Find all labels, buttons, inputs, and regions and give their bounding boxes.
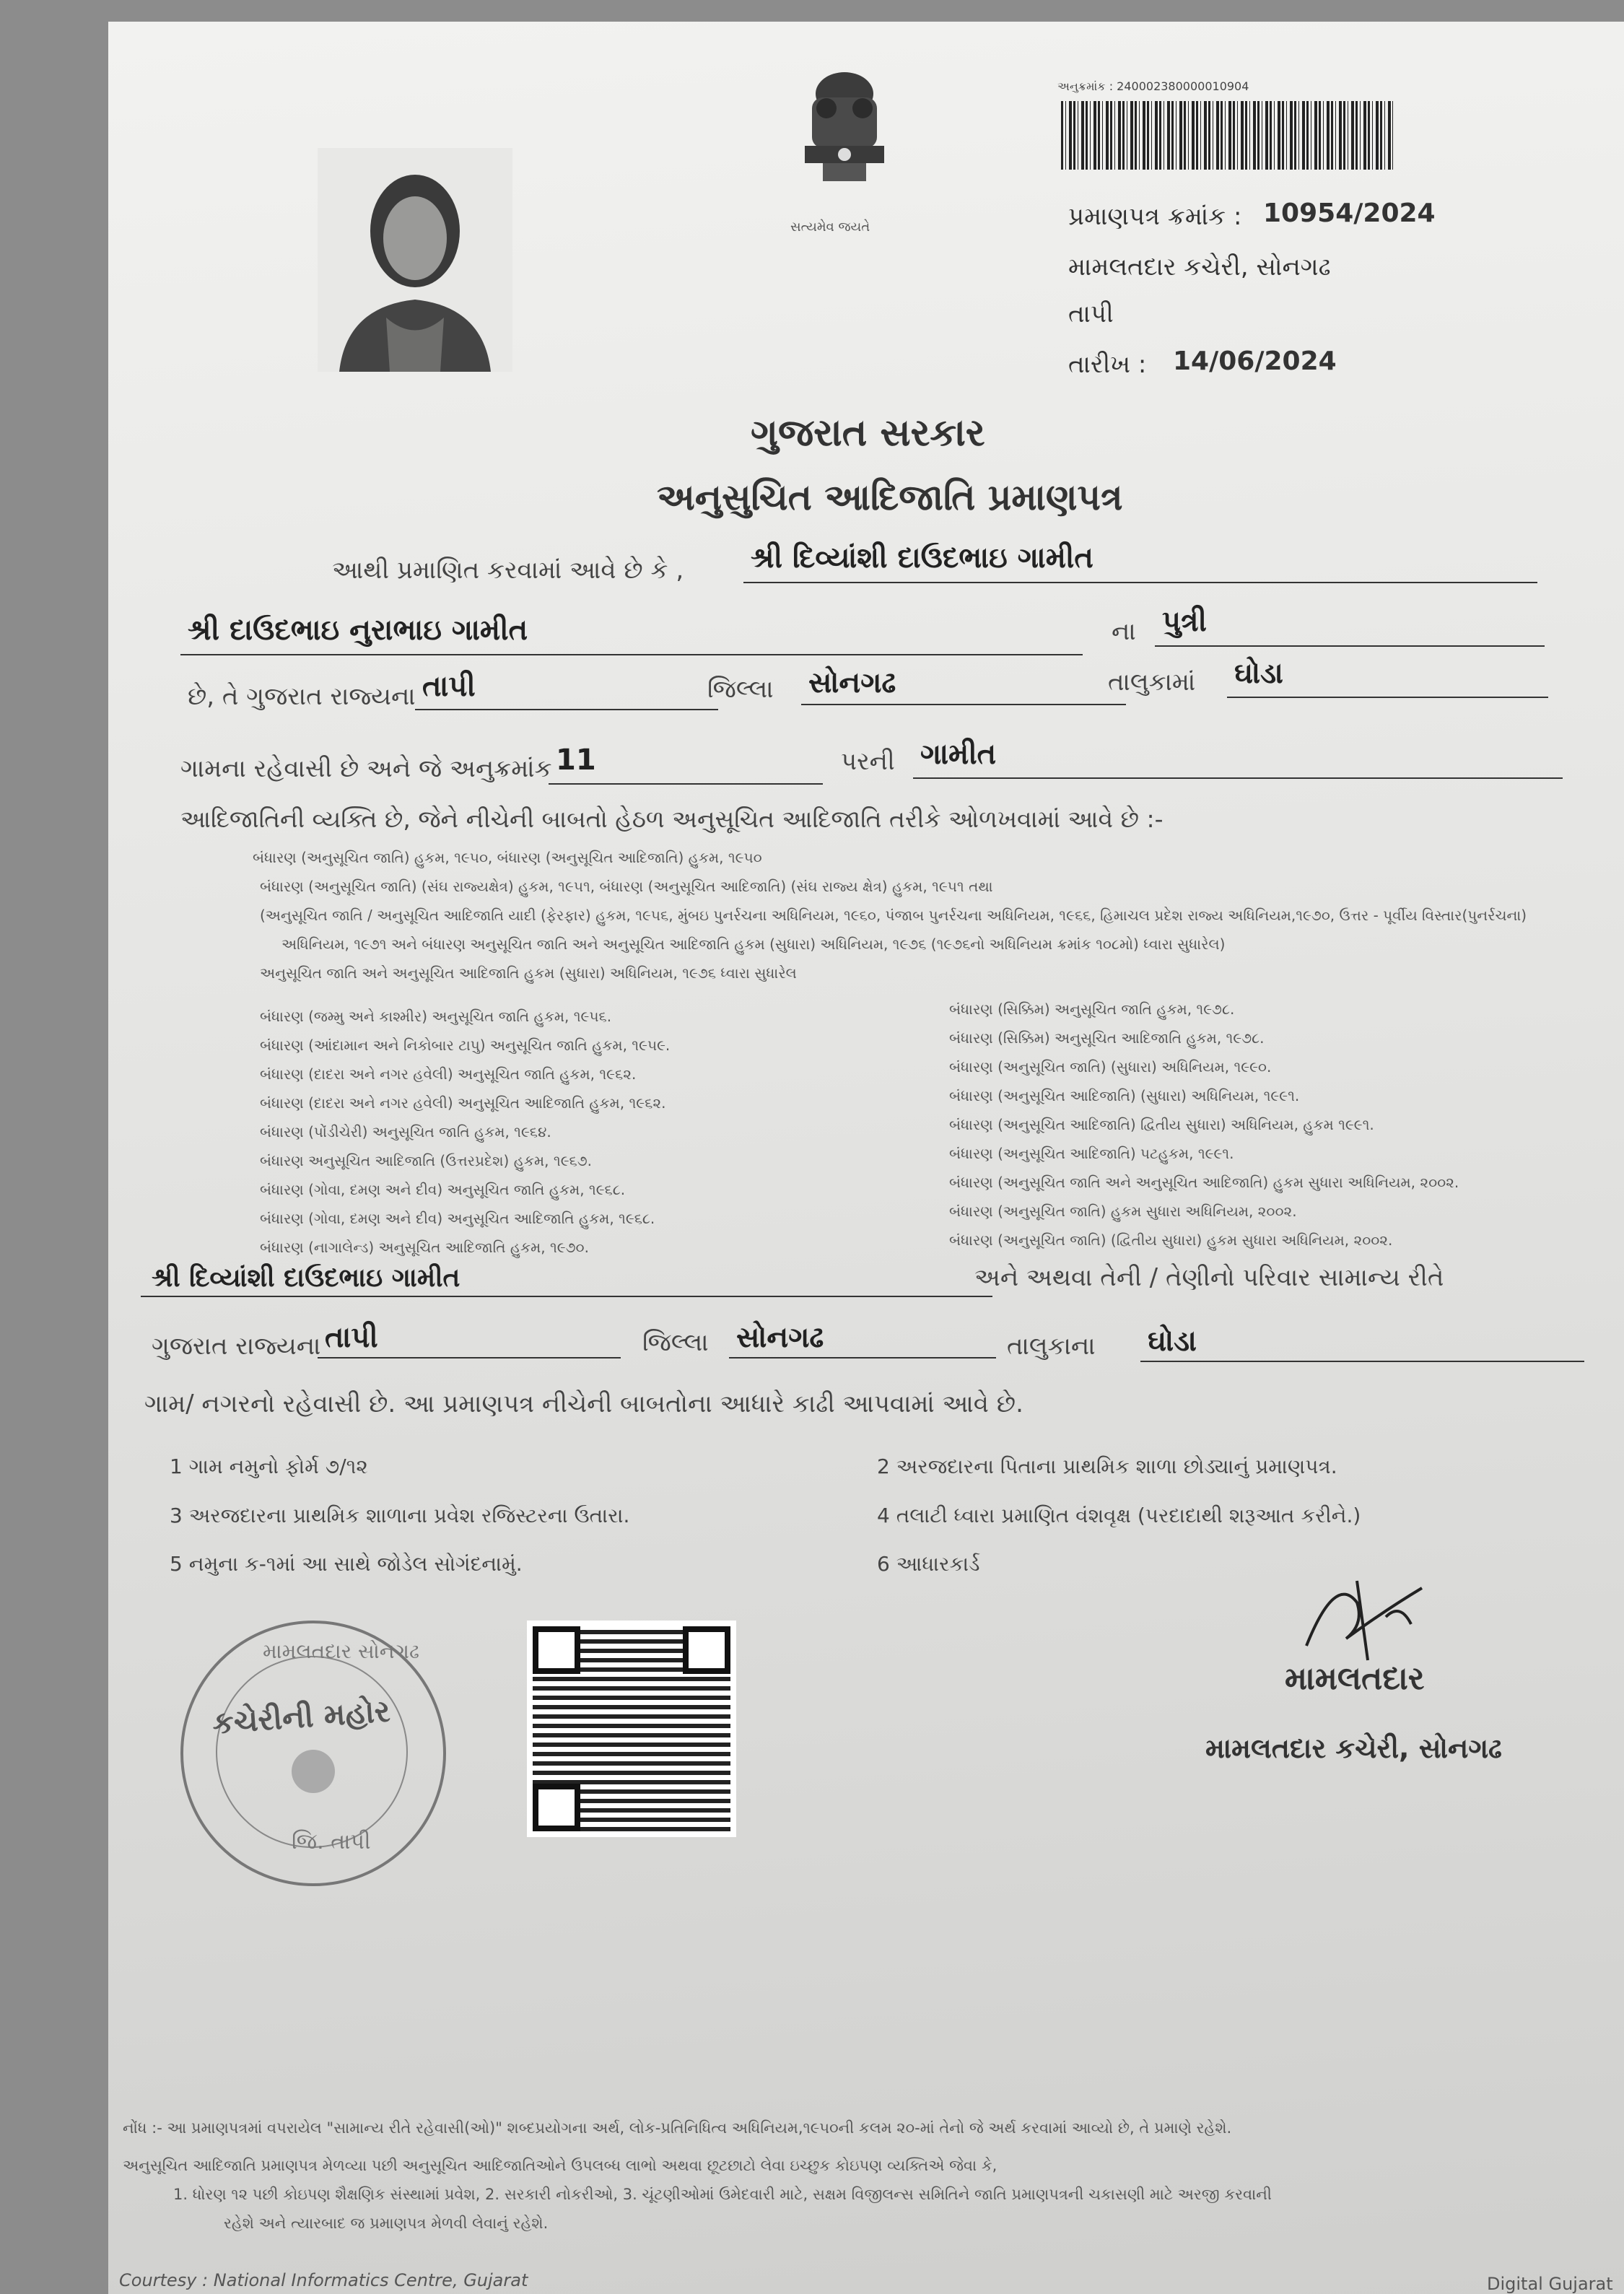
- father-name: શ્રી દાઉદભાઇ નુરાભાઇ ગામીત: [188, 614, 528, 647]
- qr-code: [527, 1621, 736, 1837]
- family-jilla-label: જિલ્લા: [642, 1328, 709, 1357]
- taluka-label: તાલુકામાં: [1108, 668, 1196, 697]
- applicant-photo: [318, 148, 512, 372]
- state-label: છે, તે ગુજરાત રાજ્યના: [188, 682, 416, 711]
- legal-left-1: બંધારણ (જમ્મુ અને કાશ્મીર) અનુસૂચિત જાતિ હુકમ, ૧૯૫૬.: [260, 1008, 612, 1025]
- signatory-office: મામલતદાર કચેરી, સોનગઢ: [1205, 1732, 1502, 1764]
- certificate-sheet: [108, 22, 1624, 2294]
- legal-intro-1: બંધારણ (અનુસૂચિત જાતિ) હુકમ, ૧૯૫૦, બંધારણ (અનુસૂચિત આદિજાતિ) હુકમ, ૧૯૫૦: [253, 849, 762, 866]
- underline: [180, 654, 1083, 655]
- seal-top-text: મામલતદાર સોનગઢ: [263, 1639, 419, 1663]
- village: ઘોડા: [1234, 657, 1283, 690]
- document-6: 6 આધારકાર્ડ: [877, 1552, 980, 1576]
- family-taluka-label: તાલુકાના: [1007, 1332, 1096, 1361]
- family-district: તાપી: [325, 1321, 378, 1354]
- district: તાપી: [422, 670, 476, 703]
- underline: [415, 709, 718, 710]
- tribe-name: ગામીત: [920, 738, 997, 771]
- legal-left-9: બંધારણ (નાગાલેન્ડ) અનુસૂચિત આદિજાતિ હુકમ, ૧૯૭૦.: [260, 1239, 589, 1256]
- cert-number-label: પ્રમાણપત્ર ક્રમાંક :: [1068, 202, 1242, 231]
- national-emblem-icon: [783, 65, 906, 209]
- family-state-label: ગુજરાત રાજ્યના: [152, 1332, 321, 1361]
- serial-number: 240002380000010904: [1117, 79, 1249, 93]
- underline: [743, 582, 1537, 583]
- legal-right-4: બંધારણ (અનુસૂચિત આદિજાતિ) (સુધારા) અધિનિયમ, ૧૯૯૧.: [949, 1087, 1300, 1104]
- certify-label: આથી પ્રમાણિત કરવામાં આવે છે કે ,: [332, 556, 684, 585]
- footer-note-3: 1. ધોરણ ૧૨ પછી કોઇપણ શૈક્ષણિક સંસ્થામાં પ્રવેશ, 2. સરકારી નોકરીઓ, 3. ચૂંટણીઓમાં ઉમેદવારી માટે, સક્ષમ વિજીલન્સ સમિતિને જાતિ પ્રમાણપત્રની ચકાસણી માટે અરજી કરવાની: [173, 2186, 1272, 2203]
- basis-text: ગામ/ નગરનો રહેવાસી છે. આ પ્રમાણપત્ર નીચેની બાબતોના આધારે કાઢી આપવામાં આવે છે.: [144, 1390, 1023, 1418]
- legal-right-6: બંધારણ (અનુસૂચિત આદિજાતિ) પટહુકમ, ૧૯૯૧.: [949, 1145, 1234, 1162]
- legal-intro-3: (અનુસૂચિત જાતિ / અનુસૂચિત આદિજાતિ યાદી (ફેરફાર) હુકમ, ૧૯૫૬, મુંબઇ પુનર્રચના અધિનિયમ, ૧૯૬૦, પંજાબ પુનર્રચના અધિનિયમ, ૧૯૬૬, હિમાચલ પ્રદેશ રાજ્ય અધિનિયમ,૧૯૭૦, ઉત્તર - પૂર્વીય વિસ્તાર(પુનર્રચના): [260, 907, 1527, 924]
- legal-right-7: બંધારણ (અનુસૂચિત જાતિ અને અનુસૂચિત આદિજાતિ) હુકમ સુધારા અધિનિયમ, ૨૦૦૨.: [949, 1174, 1459, 1191]
- legal-right-8: બંધારણ (અનુસૂચિત જાતિ) હુકમ સુધારા અધિનિયમ, ૨૦૦૨.: [949, 1203, 1297, 1220]
- family-taluka-name: સોનગઢ: [736, 1321, 824, 1354]
- legal-left-5: બંધારણ (પોંડીચેરી) અનુસૂચિત જાતિ હુકમ, ૧૯૬૪.: [260, 1123, 551, 1141]
- barcode: [1061, 101, 1393, 170]
- underline: [729, 1357, 996, 1358]
- legal-intro-4: અધિનિયમ, ૧૯૭૧ અને બંધારણ અનુસૂચિત જાતિ અને અનુસૂચિત આદિજાતિ હુકમ (સુધારા) અધિનિયમ, ૧૯૭૬ (૧૯૭૬નો અધિનિયમ ક્રમાંક ૧૦૮મો) ધ્વારા સુધારેલ): [281, 936, 1226, 953]
- courtesy-text: Courtesy : National Informatics Centre, Gujarat: [119, 2270, 528, 2290]
- seal-bottom-text: જિ. તાપી: [292, 1829, 371, 1854]
- legal-intro-2: બંધારણ (અનુસૂચિત જાતિ) (સંઘ રાજ્યક્ષેત્ર) હુકમ, ૧૯૫૧, બંધારણ (અનુસૂચિત આદિજાતિ) (સંઘ રાજ્ય ક્ષેત્ર) હુકમ, ૧૯૫૧ તથા: [260, 878, 993, 895]
- signatory-title: મામલતદાર: [1285, 1660, 1425, 1697]
- underline: [549, 783, 823, 785]
- document-4: 4 તલાટી ધ્વારા પ્રમાણિત વંશવૃક્ષ (પરદાદાથી શરૂઆત કરીને.): [877, 1504, 1361, 1527]
- underline: [318, 1357, 621, 1358]
- tribe-serial: 11: [556, 743, 596, 777]
- legal-intro-5: અનુસૂચિત જાતિ અને અનુસૂચિત આદિજાતિ હુકમ (સુધારા) અધિનિયમ, ૧૯૭૬ ધ્વારા સુધારેલ: [260, 964, 797, 982]
- document-5: 5 નમુના ક-૧માં આ સાથે જોડેલ સોગંદનામું.: [170, 1552, 523, 1576]
- legal-left-6: બંધારણ અનુસૂચિત આદિજાતિ (ઉત્તરપ્રદેશ) હુકમ, ૧૯૬૭.: [260, 1152, 592, 1169]
- legal-left-3: બંધારણ (દાદરા અને નગર હવેલી) અનુસૂચિત જાતિ હુકમ, ૧૯૬૨.: [260, 1065, 637, 1083]
- underline: [1227, 697, 1548, 698]
- header-office: મામલતદાર કચેરી, સોનગઢ: [1068, 253, 1331, 282]
- header-district: તાપી: [1068, 300, 1114, 328]
- underline: [913, 777, 1563, 779]
- footer-note-4: રહેશે અને ત્યારબાદ જ પ્રમાણપત્ર મેળવી લેવાનું રહેશે.: [224, 2215, 549, 2232]
- par-label: પરની: [841, 747, 895, 776]
- footer-note-1: નોંધ :- આ પ્રમાણપત્રમાં વપરાયેલ "સામાન્ય રીતે રહેવાસી(ઓ)" શબ્દપ્રયોગના અર્થ, લોક-પ્રતિનિધિત્વ અધિનિયમ,૧૯૫૦ની કલમ ૨૦-માં તેનો જે અર્થ કરવામાં આવ્યો છે, તે પ્રમાણે રહેશે.: [123, 2119, 1232, 2137]
- document-1: 1 ગામ નમુનો ફોર્મ ૭/૧૨: [170, 1455, 368, 1478]
- family-village: ઘોડા: [1148, 1325, 1197, 1358]
- underline: [1140, 1361, 1584, 1362]
- date-label: તારીખ :: [1068, 350, 1147, 379]
- taluka-name: સોનગઢ: [808, 666, 896, 699]
- underline: [1155, 645, 1545, 647]
- jilla-label: જિલ્લા: [707, 675, 774, 704]
- serial-label: અનુક્રમાંક : 240002380000010904: [1057, 79, 1249, 93]
- legal-left-7: બંધારણ (ગોવા, દમણ અને દીવ) અનુસૂચિત જાતિ હુકમ, ૧૯૬૮.: [260, 1181, 626, 1198]
- legal-right-2: બંધારણ (સિક્કિમ) અનુસૂચિત આદિજાતિ હુકમ, ૧૯૭૮.: [949, 1029, 1265, 1047]
- government-title: ગુજરાત સરકાર: [751, 411, 985, 455]
- document-title: અનુસુચિત આદિજાતિ પ્રમાણપત્ર: [657, 476, 1123, 518]
- family-text: અને અથવા તેની / તેણીનો પરિવાર સામાન્ય રીતે: [974, 1263, 1444, 1292]
- legal-left-4: બંધારણ (દાદરા અને નગર હવેલી) અનુસૂચિત આદિજાતિ હુકમ, ૧૯૬૨.: [260, 1094, 666, 1112]
- emblem-caption: સત્યમેવ જયતે: [790, 219, 870, 235]
- underline: [801, 704, 1126, 705]
- document-2: 2 અરજદારના પિતાના પ્રાથમિક શાળા છોડ્યાનું પ્રમાણપત્ર.: [877, 1455, 1337, 1478]
- legal-left-8: બંધારણ (ગોવા, દમણ અને દીવ) અનુસૂચિત આદિજાતિ હુકમ, ૧૯૬૮.: [260, 1210, 655, 1227]
- relation: પુત્રી: [1162, 605, 1207, 638]
- na-label: ના: [1112, 617, 1136, 646]
- resident-label: ગામના રહેવાસી છે અને જે અનુક્રમાંક: [180, 754, 552, 783]
- cert-number: 10954/2024: [1263, 199, 1436, 228]
- tribe-recognition-text: આદિજાતિની વ્યક્તિ છે, જેને નીચેની બાબતો હેઠળ અનુસૂચિત આદિજાતિ તરીકે ઓળખવામાં આવે છે :-: [180, 805, 1164, 833]
- holder-name: શ્રી દિવ્યાંશી દાઉદભાઇ ગામીત: [751, 541, 1093, 575]
- issue-date: 14/06/2024: [1173, 346, 1337, 376]
- seal-center-text: કચેરીની મહોર: [211, 1693, 392, 1741]
- legal-right-5: બંધારણ (અનુસૂચિત આદિજાતિ) દ્વિતીય સુધારા) અધિનિયમ, હુકમ ૧૯૯૧.: [949, 1116, 1374, 1133]
- family-holder-name: શ્રી દિવ્યાંશી દાઉદભાઇ ગામીત: [152, 1263, 460, 1293]
- legal-right-1: બંધારણ (સિક્કિમ) અનુસૂચિત જાતિ હુકમ, ૧૯૭૮.: [949, 1000, 1235, 1018]
- office-seal: [180, 1621, 446, 1886]
- legal-right-9: બંધારણ (અનુસૂચિત જાતિ) (દ્વિતીય સુધારા) હુકમ સુધારા અધિનિયમ, ૨૦૦૨.: [949, 1231, 1393, 1249]
- footer-note-2: અનુસૂચિત આદિજાતિ પ્રમાણપત્ર મેળવ્યા પછી અનુસૂચિત આદિજાતિઓને ઉપલબ્ધ લાભો અથવા છૂટછાટો લેવા ઇચ્છુક કોઇપણ વ્યક્તિએ જેવા કે,: [123, 2157, 997, 2174]
- legal-left-2: બંધારણ (આંદામાન અને નિકોબાર ટાપુ) અનુસૂચિત જાતિ હુકમ, ૧૯૫૯.: [260, 1037, 671, 1054]
- digital-gujarat-text: Digital Gujarat: [1487, 2274, 1613, 2294]
- document-3: 3 અરજદારના પ્રાથમિક શાળાના પ્રવેશ રજિસ્ટરના ઉતારા.: [170, 1504, 630, 1527]
- legal-right-3: બંધારણ (અનુસૂચિત જાતિ) (સુધારા) અધિનિયમ, ૧૯૯૦.: [949, 1058, 1272, 1076]
- seal-emblem-icon: [292, 1750, 335, 1793]
- underline: [141, 1296, 992, 1297]
